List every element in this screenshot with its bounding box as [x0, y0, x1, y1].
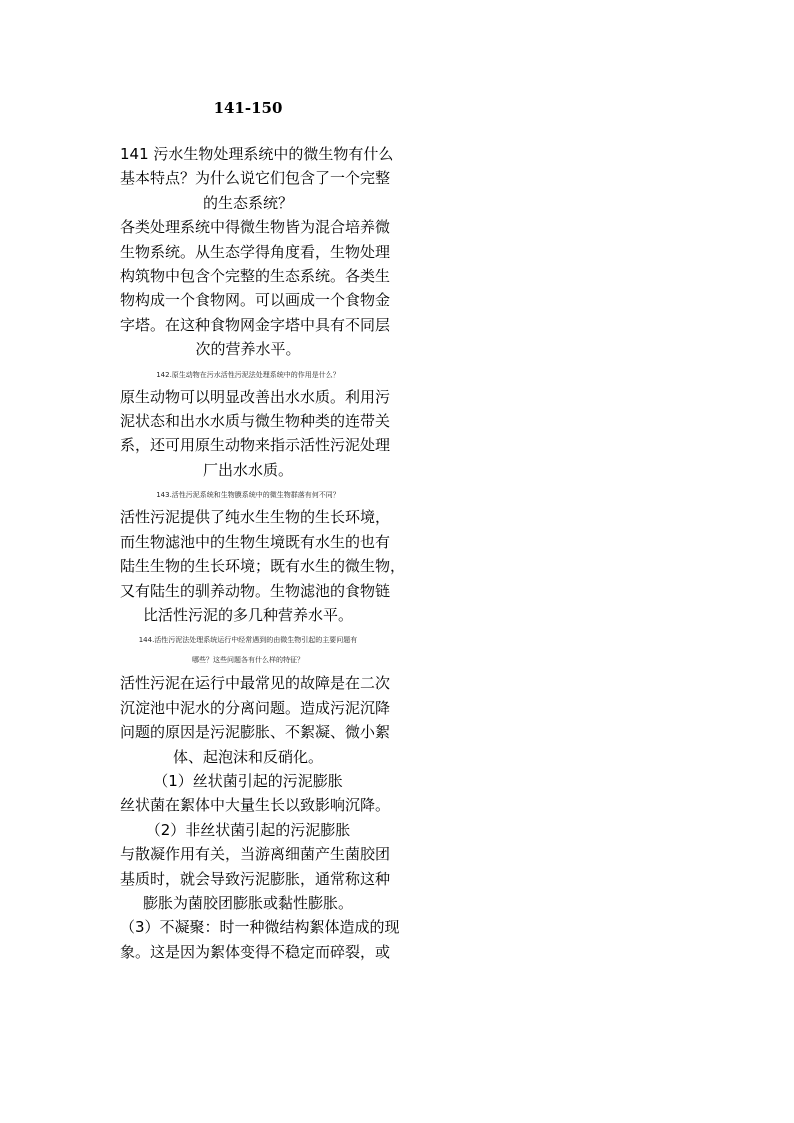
- q142-answer-line: 原生动物可以明显改善出水水质。利用污: [120, 387, 391, 406]
- q143-answer-line: 比活性污泥的多几种营养水平。: [142, 605, 353, 624]
- page-title: 141-150: [213, 99, 283, 117]
- text-column: [120, 142, 406, 964]
- q142-answer-line: 系，还可用原生动物来指示活性污泥处理: [120, 436, 391, 455]
- q142-answer-line: 厂出水水质。: [202, 460, 293, 479]
- q144-answer-line: 活性污泥在运行中最常见的故障是在二次: [120, 674, 391, 693]
- q141-answer-line: 物构成一个食物网。可以画成一个食物金: [120, 291, 391, 310]
- q144-item1-text: 丝状菌在絮体中大量生长以致影响沉降。: [120, 796, 391, 815]
- q143-answer-line: 活性污泥提供了纯水生生物的生长环境，: [120, 508, 391, 527]
- q144-item3-text-line: （3）不凝聚：时一种微结构絮体造成的现: [120, 918, 400, 937]
- q144-item3-text-line: 象。这是因为絮体变得不稳定而碎裂，或: [120, 942, 391, 961]
- q143-answer-line: 而生物滤池中的生物生境既有水生的也有: [120, 532, 391, 551]
- q141-answer-line: 生物系统。从生态学得角度看，生物处理: [120, 242, 391, 261]
- q141-answer-line: 次的营养水平。: [195, 340, 301, 359]
- q141-answer-line: 字塔。在这种食物网金字塔中具有不同层: [120, 315, 391, 334]
- q141-answer-line: 构筑物中包含个完整的生态系统。各类生: [120, 267, 391, 286]
- q144-item1-heading: （1）丝状菌引起的污泥膨胀: [153, 771, 343, 790]
- q144-answer-line: 沉淀池中泥水的分离问题。造成污泥沉降: [120, 698, 391, 717]
- q141-question-line: 基本特点？为什么说它们包含了一个完整: [120, 169, 391, 188]
- q143-answer-line: 又有陆生的驯养动物。生物滤池的食物链: [120, 581, 391, 600]
- q144-answer-line: 体、起泡沫和反硝化。: [172, 747, 323, 766]
- q141-answer-line: 各类处理系统中得微生物皆为混合培养微: [120, 218, 391, 237]
- q144-item2-text-line: 与散凝作用有关，当游离细菌产生菌胶团: [120, 845, 391, 864]
- q144-item2-text-line: 基质时，就会导致污泥膨胀，通常称这种: [120, 869, 391, 888]
- q141-question-line: 141 污水生物处理系统中的微生物有什么: [120, 145, 394, 163]
- q144-answer-line: 问题的原因是污泥膨胀、不絮凝、微小絮: [120, 723, 391, 742]
- q141-question-line: 的生态系统？: [202, 193, 293, 212]
- q143-question: 143.活性污泥系统和生物膜系统中的微生物群落有何不同？: [156, 491, 340, 500]
- q142-question: 142.原生动物在污水活性污泥法处理系统中的作用是什么？: [156, 370, 340, 379]
- q144-question-line: 哪些？这些问题各有什么样的特征？: [192, 656, 304, 665]
- q143-answer-line: 陆生生物的生长环境；既有水生的微生物，: [120, 557, 406, 576]
- q144-item2-text-line: 膨胀为菌胶团膨胀或黏性膨胀。: [142, 893, 353, 912]
- q144-item2-heading: （2）非丝状菌引起的污泥膨胀: [145, 820, 351, 839]
- q144-question-line: 144.活性污泥法处理系统运行中经常遇到的由微生物引起的主要问题有: [138, 636, 358, 645]
- q142-answer-line: 泥状态和出水水质与微生物种类的连带关: [120, 412, 391, 431]
